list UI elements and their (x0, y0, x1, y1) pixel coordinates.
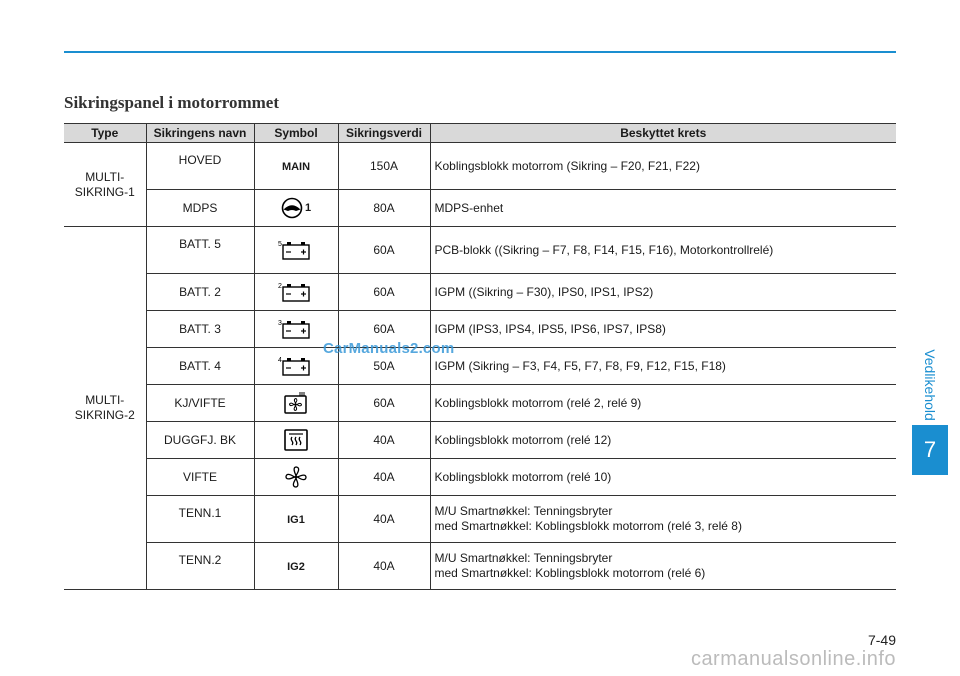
fuse-name: BATT. 2 (146, 274, 254, 311)
symbol-cell (254, 459, 338, 496)
fuse-name: TENN.1 (146, 496, 254, 543)
circuit-line: M/U Smartnøkkel: Tenningsbryter (434, 504, 613, 518)
chapter-side-label (912, 330, 948, 440)
table-row (64, 385, 896, 422)
protected-circuit: Koblingsblokk motorrom (relé 10) (430, 459, 896, 496)
symbol-cell (254, 496, 338, 543)
symbol-text: IG2 (287, 561, 305, 573)
page-number: 7-49 (867, 632, 896, 648)
table-row (64, 227, 896, 274)
symbol-cell (254, 227, 338, 274)
protected-circuit (430, 496, 896, 543)
battery-icon (278, 318, 314, 340)
rear-defogger-icon (283, 428, 309, 452)
column-header-value: Sikringsverdi (338, 124, 430, 143)
column-header-circuit: Beskyttet krets (430, 124, 896, 143)
fuse-name: HOVED (146, 143, 254, 190)
chapter-tab: 7 (912, 425, 948, 475)
fuse-name: TENN.2 (146, 543, 254, 590)
type-line: MULTI- (85, 393, 125, 407)
watermark: CarManuals2.com (323, 340, 455, 357)
protected-circuit: PCB-blokk ((Sikring – F7, F8, F14, F15, F16), Motorkontrollrelé) (430, 227, 896, 274)
symbol-text: 1 (304, 202, 312, 215)
fan-icon (284, 465, 308, 489)
table-row (64, 543, 896, 590)
battery-icon (278, 239, 314, 261)
type-cell (64, 143, 146, 227)
protected-circuit: Koblingsblokk motorrom (relé 2, relé 9) (430, 385, 896, 422)
protected-circuit: IGPM (IPS3, IPS4, IPS5, IPS6, IPS7, IPS8) (430, 311, 896, 348)
protected-circuit: IGPM ((Sikring – F30), IPS0, IPS1, IPS2) (430, 274, 896, 311)
fuse-value: 80A (338, 190, 430, 227)
circuit-line: med Smartnøkkel: Koblingsblokk motorrom (relé 6) (434, 566, 706, 580)
section-title: Sikringspanel i motorrommet (64, 93, 280, 112)
table-row (64, 190, 896, 227)
table-row (64, 459, 896, 496)
fuse-name: MDPS (146, 190, 254, 227)
symbol-cell (254, 274, 338, 311)
battery-number: 5 (278, 241, 282, 248)
protected-circuit (430, 543, 896, 590)
table-row (64, 348, 896, 385)
table-row (64, 143, 896, 190)
fuse-value: 40A (338, 459, 430, 496)
steering-wheel-icon (281, 197, 303, 219)
type-line: SIKRING-2 (74, 408, 135, 422)
protected-circuit: Koblingsblokk motorrom (Sikring – F20, F21, F22) (430, 143, 896, 190)
fuse-name: KJ/VIFTE (146, 385, 254, 422)
fuse-value: 40A (338, 543, 430, 590)
fuse-value: 150A (338, 143, 430, 190)
circuit-line: med Smartnøkkel: Koblingsblokk motorrom (relé 3, relé 8) (434, 519, 742, 533)
symbol-cell (254, 422, 338, 459)
type-cell (64, 227, 146, 590)
radiator-fan-icon (283, 391, 309, 415)
battery-number: 3 (278, 320, 282, 327)
symbol-text: IG1 (287, 514, 305, 526)
symbol-text: MAIN (281, 161, 311, 173)
protected-circuit: MDPS-enhet (430, 190, 896, 227)
battery-number: 4 (278, 357, 282, 364)
protected-circuit: IGPM (Sikring – F3, F4, F5, F7, F8, F9, F12, F15, F18) (430, 348, 896, 385)
fuse-value: 60A (338, 274, 430, 311)
fuse-table (64, 123, 896, 590)
table-row (64, 311, 896, 348)
battery-number: 2 (278, 283, 282, 290)
column-header-type: Type (64, 124, 146, 143)
symbol-cell (254, 385, 338, 422)
table-header-row (64, 124, 896, 143)
top-rule (64, 51, 896, 53)
circuit-line: M/U Smartnøkkel: Tenningsbryter (434, 551, 613, 565)
chapter-side-text: Vedlikehold (922, 349, 938, 421)
fuse-name: BATT. 5 (146, 227, 254, 274)
type-line: MULTI- (85, 169, 125, 184)
fuse-value: 60A (338, 311, 430, 348)
fuse-value: 40A (338, 422, 430, 459)
battery-icon (278, 355, 314, 377)
table-row (64, 422, 896, 459)
protected-circuit: Koblingsblokk motorrom (relé 12) (430, 422, 896, 459)
table-row (64, 274, 896, 311)
battery-icon (278, 281, 314, 303)
fuse-name: BATT. 4 (146, 348, 254, 385)
fuse-value: 50A (338, 348, 430, 385)
column-header-name: Sikringens navn (146, 124, 254, 143)
fuse-name: VIFTE (146, 459, 254, 496)
table-row (64, 496, 896, 543)
fuse-value: 60A (338, 385, 430, 422)
symbol-cell (254, 143, 338, 190)
fuse-name: BATT. 3 (146, 311, 254, 348)
symbol-cell (254, 543, 338, 590)
symbol-cell (254, 190, 338, 227)
fuse-value: 40A (338, 496, 430, 543)
fuse-name: DUGGFJ. BK (146, 422, 254, 459)
type-line: SIKRING-1 (74, 184, 135, 199)
column-header-symbol: Symbol (254, 124, 338, 143)
footer-watermark: carmanualsonline.info (690, 648, 896, 670)
fuse-value: 60A (338, 227, 430, 274)
